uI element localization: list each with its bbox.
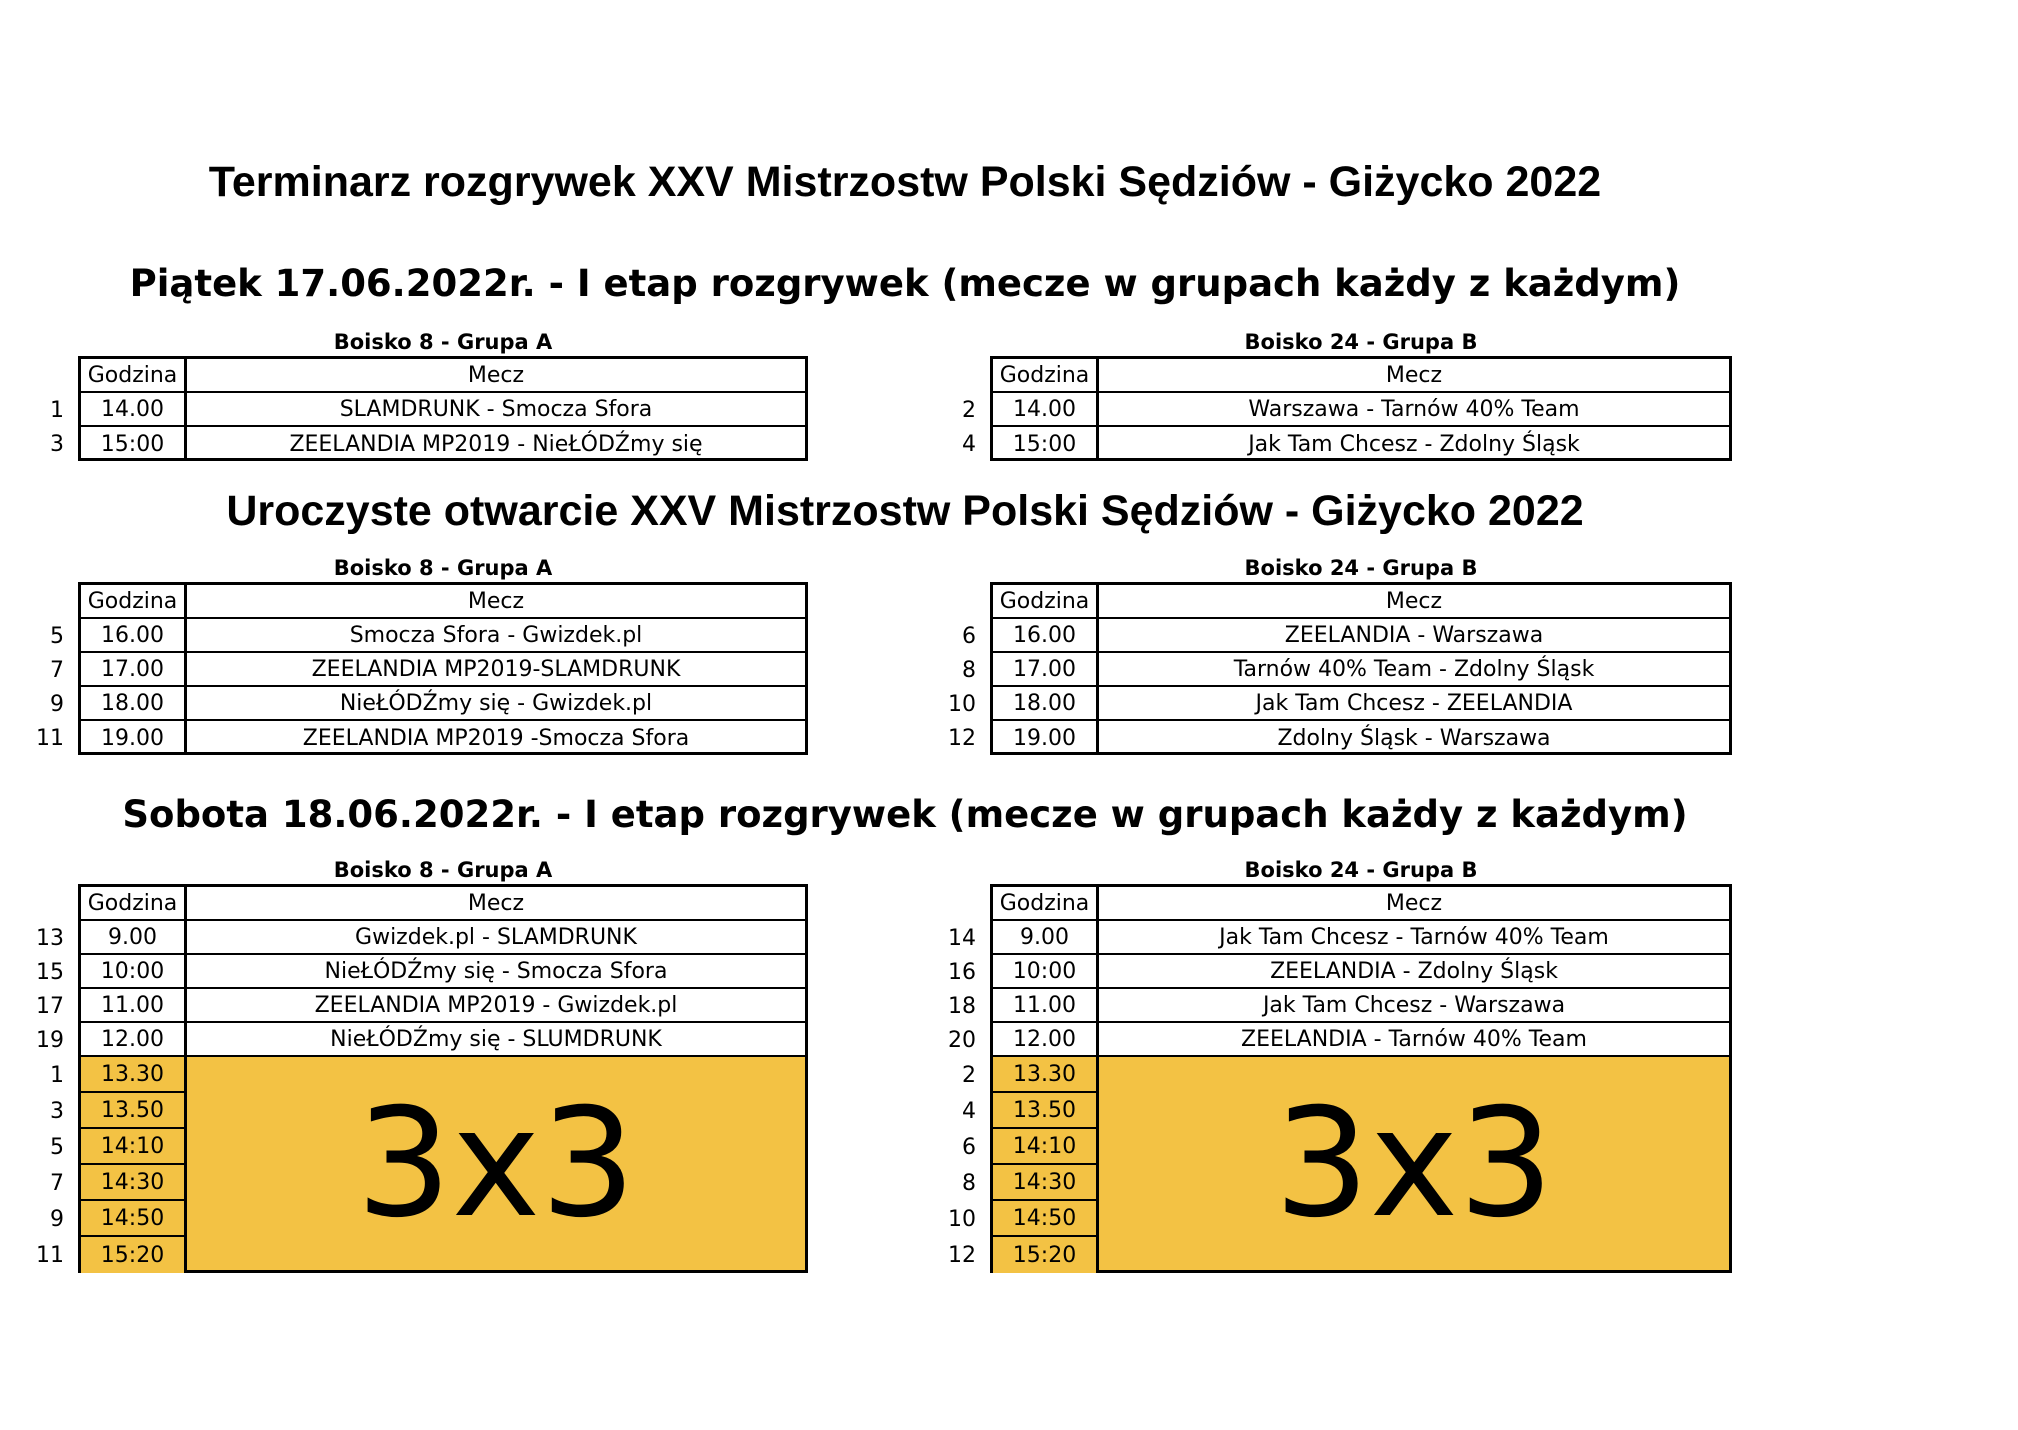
table-row [993, 921, 1729, 955]
header-match: Mecz [467, 362, 525, 388]
match-name: NieŁÓDŹmy się - Gwizdek.pl [339, 690, 653, 716]
table-row [81, 427, 805, 461]
header-match: Mecz [467, 890, 525, 916]
match-number: 3 [50, 432, 64, 457]
match-time: 18.00 [993, 687, 1099, 719]
schedule-table [990, 356, 1732, 461]
match-number: 11 [36, 726, 64, 751]
table-row [993, 393, 1729, 427]
three-by-three-block: 3x3 [187, 1057, 805, 1270]
match-time: 16.00 [993, 619, 1099, 651]
match-number: 16 [948, 960, 976, 985]
table-row [81, 989, 805, 1023]
match-name: Warszawa - Tarnów 40% Team [1248, 396, 1580, 422]
match-time: 11.00 [993, 989, 1099, 1021]
match-number: 1 [50, 398, 64, 423]
opening-title: Uroczyste otwarcie XXV Mistrzostw Polski Sędziów - Giżycko 2022 [226, 487, 1584, 535]
table-row [81, 921, 805, 955]
match-number: 2 [962, 398, 976, 423]
table-row [81, 955, 805, 989]
day2-title: Sobota 18.06.2022r. - I etap rozgrywek (mecze w grupach każdy z każdym) [122, 793, 1688, 836]
header-match: Mecz [1385, 588, 1443, 614]
match-number: 10 [948, 1207, 976, 1232]
match-time: 15:00 [81, 427, 187, 461]
schedule-table [78, 582, 808, 755]
match-number: 10 [948, 692, 976, 717]
table-row [993, 427, 1729, 461]
match-name: Jak Tam Chcesz - Tarnów 40% Team [1219, 924, 1609, 950]
table-row [993, 619, 1729, 653]
match-number: 20 [948, 1028, 976, 1053]
match-name: ZEELANDIA - Zdolny Śląsk [1270, 958, 1558, 984]
match-number: 5 [50, 624, 64, 649]
header-time: Godzina [81, 359, 187, 391]
slot-time: 13.30 [81, 1057, 187, 1093]
slot-time: 13.50 [993, 1093, 1099, 1129]
table-header [993, 585, 1729, 619]
group-label: Boisko 8 - Grupa A [333, 858, 553, 882]
match-time: 12.00 [993, 1023, 1099, 1055]
header-match: Mecz [1385, 362, 1443, 388]
match-number: 11 [36, 1243, 64, 1268]
match-time: 14.00 [81, 393, 187, 425]
match-number: 4 [962, 1099, 976, 1124]
match-time: 12.00 [81, 1023, 187, 1055]
match-time: 19.00 [993, 721, 1099, 755]
match-number: 9 [50, 1207, 64, 1232]
match-name: Jak Tam Chcesz - ZEELANDIA [1255, 690, 1573, 716]
match-number: 4 [962, 432, 976, 457]
match-name: ZEELANDIA - Warszawa [1284, 622, 1544, 648]
match-time: 19.00 [81, 721, 187, 755]
match-name: Jak Tam Chcesz - Zdolny Śląsk [1248, 431, 1580, 457]
match-time: 17.00 [81, 653, 187, 685]
slot-time: 15:20 [81, 1237, 187, 1273]
match-name: ZEELANDIA MP2019-SLAMDRUNK [311, 656, 681, 682]
match-name: ZEELANDIA MP2019 -Smocza Sfora [302, 725, 690, 751]
header-match: Mecz [467, 588, 525, 614]
match-number: 6 [962, 1135, 976, 1160]
match-name: Smocza Sfora - Gwizdek.pl [349, 622, 643, 648]
match-time: 10:00 [81, 955, 187, 987]
match-number: 5 [50, 1135, 64, 1160]
match-number: 8 [962, 658, 976, 683]
match-time: 11.00 [81, 989, 187, 1021]
match-number: 15 [36, 960, 64, 985]
match-name: ZEELANDIA - Tarnów 40% Team [1241, 1026, 1587, 1052]
match-time: 16.00 [81, 619, 187, 651]
match-time: 18.00 [81, 687, 187, 719]
slot-time: 14:50 [81, 1201, 187, 1237]
main-title: Terminarz rozgrywek XXV Mistrzostw Polski Sędziów - Giżycko 2022 [208, 158, 1602, 206]
slot-time: 14:10 [993, 1129, 1099, 1165]
schedule-table [78, 884, 808, 1273]
slot-time: 14:30 [81, 1165, 187, 1201]
slot-time: 14:30 [993, 1165, 1099, 1201]
match-time: 9.00 [993, 921, 1099, 953]
match-number: 1 [50, 1063, 64, 1088]
schedule-table [990, 582, 1732, 755]
day1-title: Piątek 17.06.2022r. - I etap rozgrywek (mecze w grupach każdy z każdym) [129, 262, 1681, 305]
table-row [81, 1023, 805, 1057]
match-time: 17.00 [993, 653, 1099, 685]
match-number: 18 [948, 994, 976, 1019]
slot-time: 15:20 [993, 1237, 1099, 1273]
match-number: 12 [948, 1243, 976, 1268]
match-name: NieŁÓDŹmy się - SLUMDRUNK [330, 1026, 662, 1052]
slot-time: 14:10 [81, 1129, 187, 1165]
table-header [81, 585, 805, 619]
table-row [81, 687, 805, 721]
match-number: 6 [962, 624, 976, 649]
group-label: Boisko 24 - Grupa B [1244, 556, 1478, 580]
match-time: 15:00 [993, 427, 1099, 461]
group-label: Boisko 8 - Grupa A [333, 330, 553, 354]
table-header [81, 887, 805, 921]
match-name: NieŁÓDŹmy się - Smocza Sfora [324, 958, 668, 984]
table-row [81, 619, 805, 653]
group-label: Boisko 24 - Grupa B [1244, 858, 1478, 882]
slot-time: 13.50 [81, 1093, 187, 1129]
group-label: Boisko 8 - Grupa A [333, 556, 553, 580]
table-row [993, 955, 1729, 989]
header-time: Godzina [993, 359, 1099, 391]
table-header [81, 359, 805, 393]
match-number: 2 [962, 1063, 976, 1088]
table-row [993, 989, 1729, 1023]
match-number: 7 [50, 658, 64, 683]
table-row [81, 721, 805, 755]
three-by-three-block: 3x3 [1099, 1057, 1729, 1270]
match-number: 7 [50, 1171, 64, 1196]
match-time: 9.00 [81, 921, 187, 953]
table-row [993, 687, 1729, 721]
header-time: Godzina [81, 585, 187, 617]
match-number: 9 [50, 692, 64, 717]
match-number: 12 [948, 726, 976, 751]
slot-time: 14:50 [993, 1201, 1099, 1237]
table-header [993, 887, 1729, 921]
schedule-table [78, 356, 808, 461]
match-name: Zdolny Śląsk - Warszawa [1277, 725, 1551, 751]
header-time: Godzina [81, 887, 187, 919]
table-row [993, 721, 1729, 755]
header-match: Mecz [1385, 890, 1443, 916]
table-header [993, 359, 1729, 393]
match-name: ZEELANDIA MP2019 - NieŁÓDŹmy się [289, 431, 703, 457]
table-row [81, 393, 805, 427]
match-name: Jak Tam Chcesz - Warszawa [1262, 992, 1566, 1018]
match-name: ZEELANDIA MP2019 - Gwizdek.pl [314, 992, 678, 1018]
header-time: Godzina [993, 585, 1099, 617]
match-number: 13 [36, 926, 64, 951]
match-time: 10:00 [993, 955, 1099, 987]
match-name: Tarnów 40% Team - Zdolny Śląsk [1233, 656, 1595, 682]
table-row [993, 653, 1729, 687]
match-number: 17 [36, 994, 64, 1019]
schedule-table [990, 884, 1732, 1273]
match-time: 14.00 [993, 393, 1099, 425]
match-name: Gwizdek.pl - SLAMDRUNK [355, 924, 637, 950]
match-number: 14 [948, 926, 976, 951]
match-number: 3 [50, 1099, 64, 1124]
match-number: 19 [36, 1028, 64, 1053]
header-time: Godzina [993, 887, 1099, 919]
table-row [993, 1023, 1729, 1057]
match-name: SLAMDRUNK - Smocza Sfora [339, 396, 653, 422]
slot-time: 13.30 [993, 1057, 1099, 1093]
group-label: Boisko 24 - Grupa B [1244, 330, 1478, 354]
match-number: 8 [962, 1171, 976, 1196]
table-row [81, 653, 805, 687]
